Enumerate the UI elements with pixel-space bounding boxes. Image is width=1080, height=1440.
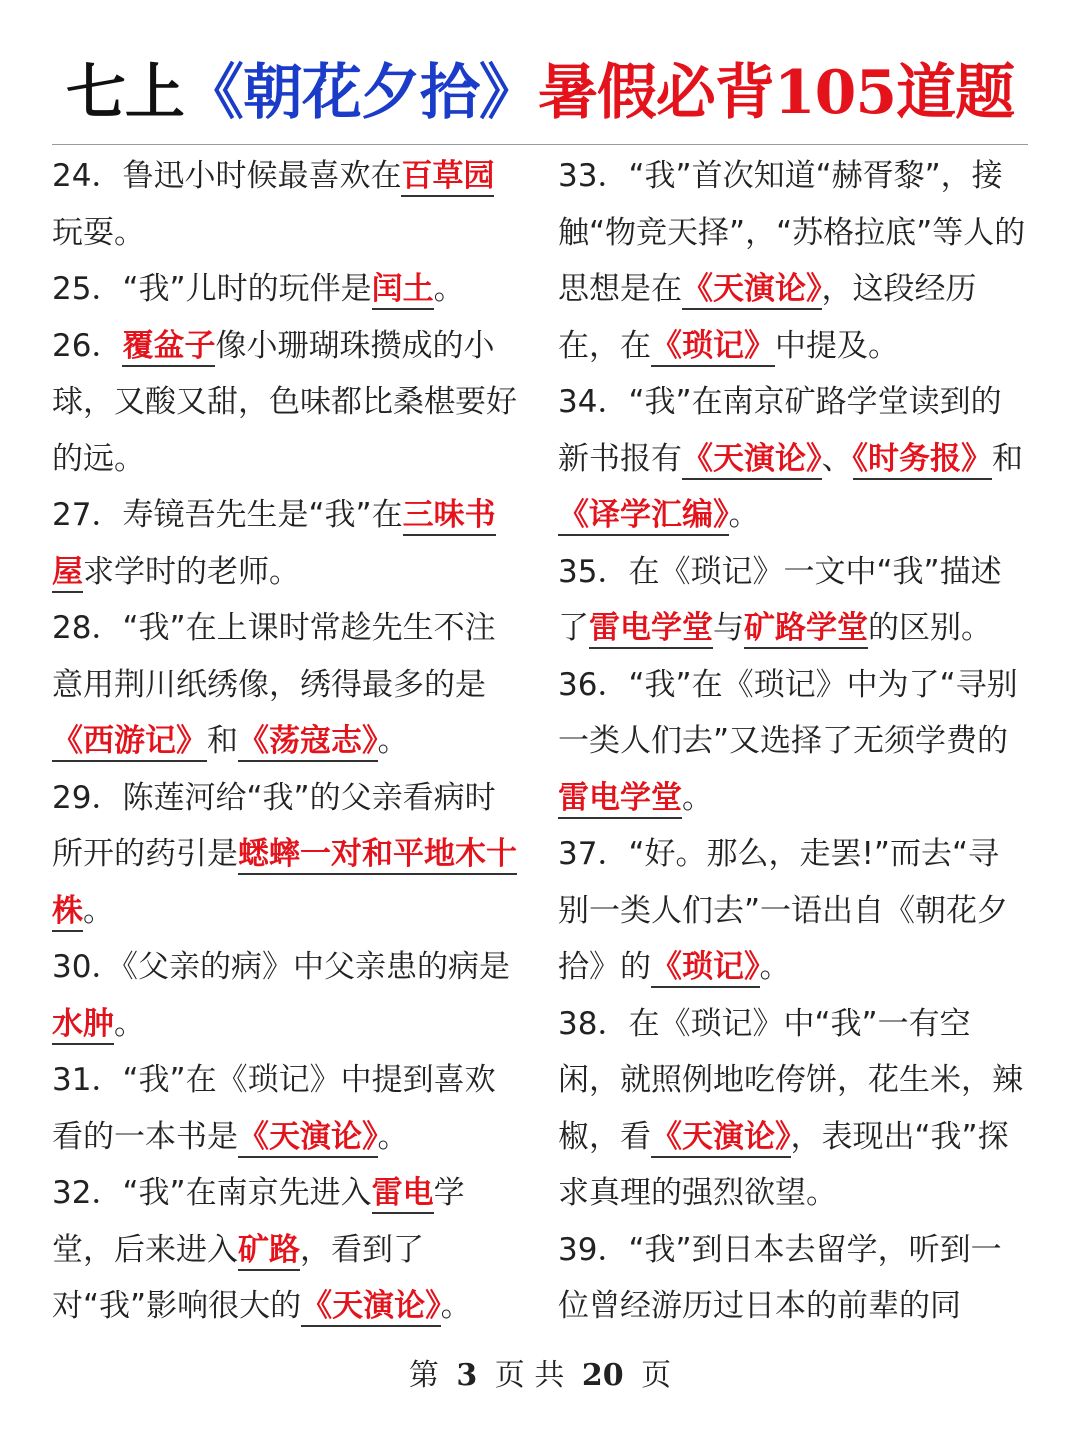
title-grade: 七上 xyxy=(65,58,184,128)
question-text: 26． xyxy=(52,327,123,364)
question-text: 。 xyxy=(433,271,465,307)
answer-text: 雷电学堂 xyxy=(558,780,682,819)
question-item xyxy=(52,487,520,600)
question-item xyxy=(52,148,520,261)
answer-text: 《琐记》 xyxy=(651,949,760,988)
question-text: 玩耍。 xyxy=(52,214,145,251)
question-text: 31．“我”在《琐记》中提到喜欢看的一本书是 xyxy=(52,1062,496,1155)
answer-text: 百草园 xyxy=(401,158,494,197)
answer-text: 《荡寇志》 xyxy=(238,723,378,762)
question-item xyxy=(52,1165,520,1335)
question-text: 39．“我”到日本去留学，听到一位曾经游历过日本的前辈的同 xyxy=(558,1231,1002,1324)
answer-text: 《天演论》 xyxy=(682,441,822,480)
question-item xyxy=(52,1052,520,1165)
answer-text: 矿路学堂 xyxy=(744,610,868,649)
question-text: ，看到了对“我”影响很大的 xyxy=(52,1231,424,1324)
question-text: 的区别。 xyxy=(868,610,992,646)
title-divider xyxy=(52,144,1028,145)
question-text: 。 xyxy=(114,1005,145,1042)
question-text: 25．“我”儿时的玩伴是 xyxy=(52,271,372,307)
question-item xyxy=(558,996,1030,1222)
question-text: 求学时的老师。 xyxy=(83,553,300,590)
footer-page-number: 3 xyxy=(456,1358,478,1393)
question-text: 24．鲁迅小时候最喜欢在 xyxy=(52,158,402,194)
question-item xyxy=(558,657,1030,827)
question-text: 。 xyxy=(440,1288,472,1324)
answer-text: 《天演论》 xyxy=(682,271,822,310)
question-text: 和 xyxy=(992,440,1023,477)
answer-text: 矿路 xyxy=(238,1232,300,1271)
question-text: 36．“我”在《琐记》中为了“寻别一类人们去”又选择了无须学费的 xyxy=(558,666,1018,759)
question-text: ，这段经历在，在 xyxy=(558,271,977,364)
question-item xyxy=(558,826,1030,996)
question-text: 32．“我”在南京先进入 xyxy=(52,1175,372,1211)
answer-text: 《琐记》 xyxy=(651,328,775,367)
footer-suffix: 页 xyxy=(641,1358,672,1393)
question-text: 。 xyxy=(682,779,713,816)
answer-text: 覆盆子 xyxy=(122,328,215,367)
question-text: 27．寿镜吾先生是“我”在 xyxy=(52,497,403,533)
question-item xyxy=(558,148,1030,374)
left-column xyxy=(52,148,520,1335)
question-item xyxy=(558,544,1030,657)
title-subject: 暑假必背105道题 xyxy=(537,58,1015,128)
question-item xyxy=(558,1222,1030,1335)
answer-text: 三味书屋 xyxy=(52,497,496,593)
question-text: 33．“我”首次知道“赫胥黎”，接触“物竞天择”，“苏格拉底”等人的思想是在 xyxy=(558,158,1026,307)
answer-text: 《天演论》 xyxy=(238,1119,378,1158)
question-text: 中提及。 xyxy=(775,327,899,364)
question-item xyxy=(52,770,520,940)
right-column xyxy=(558,148,1030,1335)
answer-text: 雷电 xyxy=(372,1175,434,1214)
question-text: 、 xyxy=(821,440,853,477)
question-item xyxy=(558,374,1030,544)
answer-text: 《时务报》 xyxy=(853,441,993,480)
question-text: ，表现出“我”探求真理的强烈欲望。 xyxy=(558,1118,1009,1211)
question-text: 。 xyxy=(83,892,114,929)
question-text: 和 xyxy=(207,723,238,759)
question-text: 38．在《琐记》中“我”一有空闲，就照例地吃侉饼，花生米，辣椒，看 xyxy=(558,1005,1023,1155)
question-text: 28．“我”在上课时常趁先生不注意用荆川纸绣像，绣得最多的是 xyxy=(52,610,496,703)
page-footer xyxy=(0,1350,1080,1394)
answer-text: 雷电学堂 xyxy=(589,610,713,649)
question-text: 。 xyxy=(377,1118,409,1155)
question-text: 29．陈莲河给“我”的父亲看病时所开的药引是 xyxy=(52,779,496,872)
question-text: 。 xyxy=(377,723,409,759)
question-item xyxy=(52,939,520,1052)
answer-text: 《天演论》 xyxy=(651,1119,791,1158)
question-text: 。 xyxy=(759,949,791,985)
question-text: 30．《父亲的病》中父亲患的病是 xyxy=(52,949,510,985)
page-title xyxy=(0,48,1080,138)
question-item xyxy=(52,318,520,488)
footer-middle: 页 共 xyxy=(494,1358,565,1393)
question-item xyxy=(52,261,520,318)
question-text: 。 xyxy=(728,497,760,533)
question-item xyxy=(52,600,520,770)
question-text: 与 xyxy=(713,610,744,646)
question-text: 37．“好。那么，走罢!”而去“寻别一类人们去”一语出自《朝花夕拾》的 xyxy=(558,836,1009,985)
question-text: 学堂，后来进入 xyxy=(52,1175,465,1268)
answer-text: 蟋蟀一对和平地木十株 xyxy=(52,836,517,932)
answer-text: 《天演论》 xyxy=(301,1288,441,1327)
question-text: 像小珊瑚珠攒成的小球，又酸又甜，色味都比桑椹要好的远。 xyxy=(52,327,517,477)
answer-text: 闰土 xyxy=(372,271,434,310)
footer-total-pages: 20 xyxy=(581,1358,624,1393)
answer-text: 《西游记》 xyxy=(52,723,207,762)
question-text: 35．在《琐记》一文中“我”描述了 xyxy=(558,553,1002,646)
footer-prefix: 第 xyxy=(408,1358,439,1393)
question-text: 34．“我”在南京矿路学堂读到的新书报有 xyxy=(558,384,1002,477)
title-book: 《朝花夕拾》 xyxy=(183,58,538,128)
answer-text: 《译学汇编》 xyxy=(558,497,729,536)
answer-text: 水肿 xyxy=(52,1006,114,1045)
